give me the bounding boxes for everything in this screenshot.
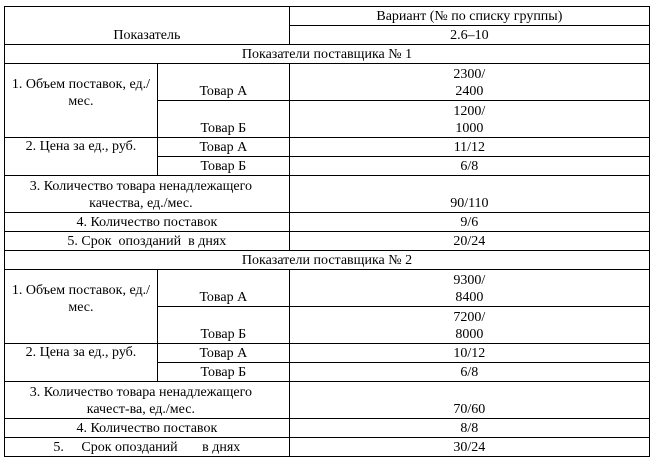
supplier2-price-a-item: Товар А bbox=[157, 344, 289, 363]
supplier1-volume-label: 1. Объем поставок, ед./мес. bbox=[5, 64, 158, 138]
supplier1-volume-b-line2: 1000 bbox=[455, 121, 484, 136]
supplier1-volume-b-line1: 1200/ bbox=[453, 104, 486, 119]
supplier2-volume-a-row bbox=[5, 270, 650, 307]
supplier1-title-row bbox=[5, 45, 650, 64]
supplier2-volume-label: 1. Объем поставок, ед./мес. bbox=[5, 270, 158, 344]
header-variant-value: 2.6–10 bbox=[289, 26, 649, 45]
supplier2-deliveries-row bbox=[5, 419, 650, 438]
supplier2-defect-value: 70/60 bbox=[289, 382, 649, 419]
supplier1-defect-value: 90/110 bbox=[289, 176, 649, 213]
supplier1-deliveries-label: 4. Количество поставок bbox=[5, 213, 290, 232]
supplier1-price-label: 2. Цена за ед., руб. bbox=[5, 138, 158, 176]
supplier1-delay-label: 5. Срок опозданий в днях bbox=[5, 232, 290, 251]
supplier1-price-b-value: 6/8 bbox=[289, 157, 649, 176]
supplier1-volume-b-item: Товар Б bbox=[157, 101, 289, 138]
supplier2-delay-value: 30/24 bbox=[289, 438, 649, 457]
supplier2-delay-row bbox=[5, 438, 650, 457]
supplier1-price-b-item: Товар Б bbox=[157, 157, 289, 176]
supplier2-volume-b-item: Товар Б bbox=[157, 307, 289, 344]
supplier1-delay-value: 20/24 bbox=[289, 232, 649, 251]
supplier2-price-a-row bbox=[5, 344, 650, 363]
supplier1-delay-row bbox=[5, 232, 650, 251]
supplier2-volume-a-line1: 9300/ bbox=[453, 273, 486, 288]
supplier2-delay-label: 5. Срок опозданий в днях bbox=[5, 438, 290, 457]
supplier1-title: Показатели поставщика № 1 bbox=[5, 45, 650, 64]
header-indicator: Показатель bbox=[5, 7, 290, 45]
header-row bbox=[5, 7, 650, 26]
supplier2-title-row bbox=[5, 251, 650, 270]
supplier1-volume-a-row bbox=[5, 64, 650, 101]
supplier1-price-a-row bbox=[5, 138, 650, 157]
supplier2-deliveries-value: 8/8 bbox=[289, 419, 649, 438]
supplier1-volume-a-line1: 2300/ bbox=[453, 67, 486, 82]
header-variant: Вариант (№ по списку группы) bbox=[289, 7, 649, 26]
supplier1-deliveries-value: 9/6 bbox=[289, 213, 649, 232]
supplier2-volume-b-line1: 7200/ bbox=[453, 310, 486, 325]
supplier2-defect-label: 3. Количество товара ненадлежащего качест-ва, ед./мес. bbox=[5, 382, 290, 419]
supplier2-deliveries-label: 4. Количество поставок bbox=[5, 419, 290, 438]
supplier1-defect-label: 3. Количество товара ненадлежащего качества, ед./мес. bbox=[5, 176, 290, 213]
supplier2-volume-b-value bbox=[289, 307, 649, 344]
supplier1-defect-row bbox=[5, 176, 650, 213]
supplier1-volume-b-value bbox=[289, 101, 649, 138]
supplier2-volume-a-value bbox=[289, 270, 649, 307]
supplier2-price-b-value: 6/8 bbox=[289, 363, 649, 382]
supplier1-volume-a-line2: 2400 bbox=[455, 84, 484, 99]
supplier2-title: Показатели поставщика № 2 bbox=[5, 251, 650, 270]
supplier1-volume-a-value bbox=[289, 64, 649, 101]
supplier2-volume-a-line2: 8400 bbox=[455, 290, 484, 305]
supplier2-price-label: 2. Цена за ед., руб. bbox=[5, 344, 158, 382]
supplier2-volume-b-line2: 8000 bbox=[455, 327, 484, 342]
supplier2-volume-a-item: Товар А bbox=[157, 270, 289, 307]
supplier1-volume-a-item: Товар А bbox=[157, 64, 289, 101]
supplier2-price-a-value: 10/12 bbox=[289, 344, 649, 363]
supplier1-price-a-value: 11/12 bbox=[289, 138, 649, 157]
supplier1-deliveries-row bbox=[5, 213, 650, 232]
supplier-indicators-table bbox=[4, 6, 650, 457]
supplier2-price-b-item: Товар Б bbox=[157, 363, 289, 382]
supplier1-price-a-item: Товар А bbox=[157, 138, 289, 157]
supplier2-defect-row bbox=[5, 382, 650, 419]
